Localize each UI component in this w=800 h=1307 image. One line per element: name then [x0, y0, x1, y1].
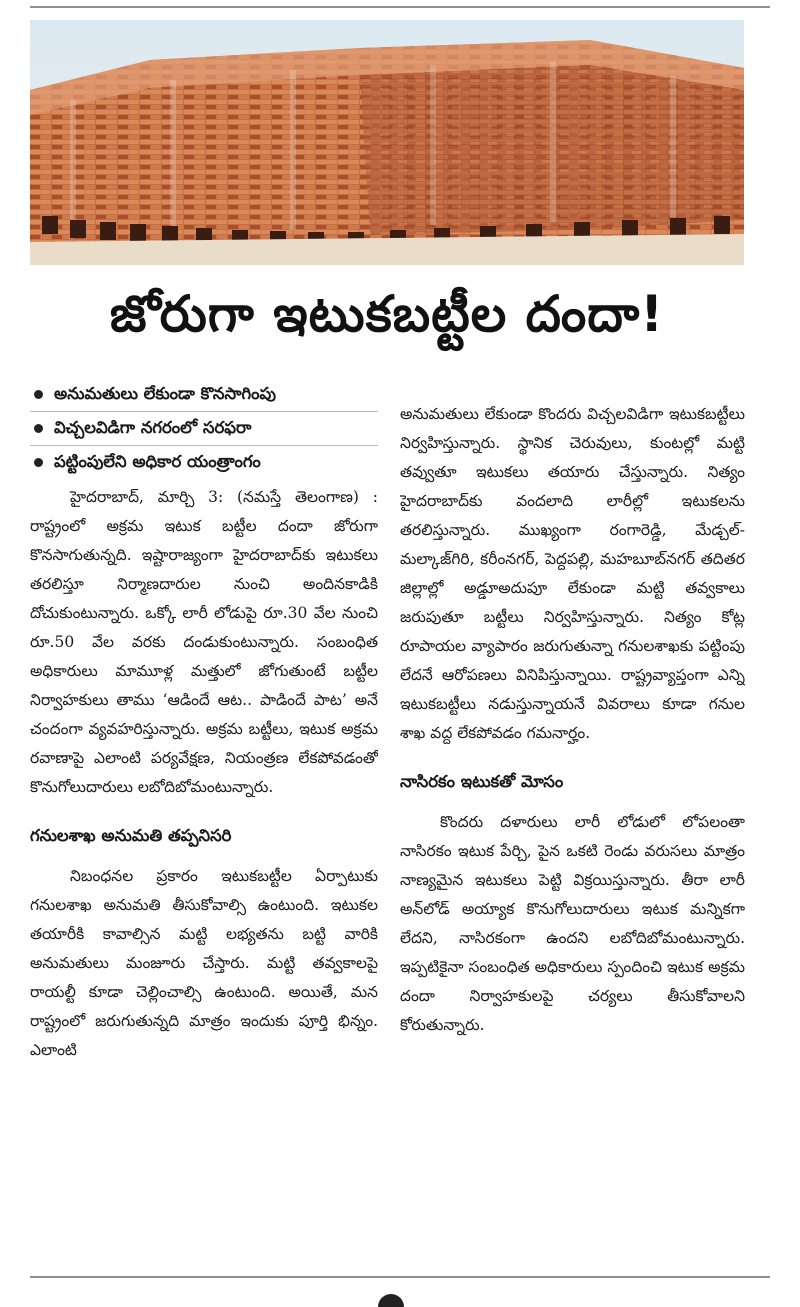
continued-paragraph: అనుమతులు లేకుండా కొందరు విచ్చలవిడిగా ఇటుకబట్టీలు నిర్వహిస్తున్నారు. స్థానిక చెరువులు, కుంటల్లో మట్టి తవ్వుతూ ఇటుకలు తయారు చేస్తున్నారు. నిత్యం హైదరాబాద్‌కు వందలాది లారీల్లో ఇటుకలను తరలిస్తున్నారు. ముఖ్యంగా రంగారెడ్డి, మేడ్చల్‌-మల్కాజ్‌గిరి, కరీంనగర్‌, పెద్దపల్లి, మహబూబ్‌నగర్‌ తదితర జిల్లాల్లో అడ్డూఅదుపూ లేకుండా మట్టి తవ్వకాలు జరుపుతూ బట్టీలు నిర్వహిస్తున్నారు. నిత్యం కోట్ల రూపాయల వ్యాపారం జరుగుతున్నా గనులశాఖకు పట్టింపు లేదనే ఆరోపణలు వినిపిస్తున్నాయి. రాష్ట్రవ్యాప్తంగా ఎన్ని ఇటుకబట్టీలు నడుస్తున్నాయనే వివరాలు కూడా గనుల శాఖ వద్ద లేకపోవడం గమనార్హం.	[400, 405, 745, 742]
right-column	[400, 400, 745, 1270]
highlight-text: పట్టింపులేని అధికార యంత్రాంగం	[54, 452, 261, 471]
section-heading: నాసిరకం ఇటుకతో మోసం	[400, 772, 564, 791]
page-edge-mark	[378, 1294, 404, 1307]
headline: జోరుగా ఇటుకబట్టీల దందా!	[109, 284, 665, 343]
bullet-icon	[34, 424, 43, 433]
left-column	[30, 378, 378, 1268]
bottom-rule	[30, 1276, 770, 1278]
highlight-item	[30, 412, 378, 446]
highlight-list	[30, 378, 378, 479]
section-heading: గనులశాఖ అనుమతి తప్పనిసరి	[30, 826, 232, 845]
bullet-icon	[34, 390, 43, 399]
brick-stacks-photo	[30, 20, 744, 265]
highlight-item	[30, 446, 378, 479]
top-rule	[30, 6, 770, 8]
intro-paragraph: హైదరాబాద్‌, మార్చి 3: (నమస్తే తెలంగాణ) : రాష్ట్రంలో అక్రమ ఇటుక బట్టీల దందా జోరుగా కొనసాగుతున్నది. ఇష్టారాజ్యంగా హైదరాబాద్‌కు ఇటుకలు తరలిస్తూ నిర్మాణదారుల నుంచి అందినకాడికి దోచుకుంటున్నారు. ఒక్కో లారీ లోడుపై రూ.30 వేల నుంచి రూ.50 వేల వరకు దండుకుంటున్నారు. సంబంధిత అధికారులు మామూళ్ల మత్తులో జోగుతుంటే బట్టీల నిర్వాహకులు తాము ‘ఆడిందే ఆట.. పాడిందే పాట’ అనే చందంగా వ్యవహరిస్తున్నారు. అక్రమ బట్టీలు, ఇటుక అక్రమ రవాణాపై ఎలాంటి పర్యవేక్షణ, నియంత్రణ లేకపోవడంతో కొనుగోలుదారులు లబోదిబోమంటున్నారు.	[30, 488, 378, 796]
highlight-item	[30, 378, 378, 412]
bullet-icon	[34, 458, 43, 467]
highlight-text: అనుమతులు లేకుండా కొనసాగింపు	[54, 384, 276, 403]
section-paragraph: కొందరు దళారులు లారీ లోడులో లోపలంతా నాసిరకం ఇటుక పేర్చి, పైన ఒకటి రెండు వరుసలు మాత్రం నాణ్యమైన ఇటుకలు పెట్టి విక్రయిస్తున్నారు. తీరా లారీ అన్‌లోడ్‌ అయ్యాక కొనుగోలుదారులు ఇటుక మన్నికగా లేదని, నాసిరకంగా ఉందని లబోదిబోమంటున్నారు. ఇప్పటికైనా సంబంధిత అధికారులు స్పందించి ఇటుక అక్రమ దందా నిర్వాహకులపై చర్యలు తీసుకోవాలని కోరుతున్నారు.	[400, 813, 745, 1034]
highlight-text: విచ్చలవిడిగా నగరంలో సరఫరా	[54, 418, 252, 437]
section-paragraph: నిబంధనల ప్రకారం ఇటుకబట్టీల ఏర్పాటుకు గనులశాఖ అనుమతి తీసుకోవాల్సి ఉంటుంది. ఇటుకల తయారీకి కావాల్సిన మట్టి లభ్యతను బట్టి వారికి అనుమతులు మంజూరు చేస్తారు. మట్టి తవ్వకాలపై రాయల్టీ కూడా చెల్లించాల్సి ఉంటుంది. అయితే, మన రాష్ట్రంలో జరుగుతున్నది మాత్రం ఇందుకు పూర్తి భిన్నం. ఎలాంటి	[30, 867, 378, 1059]
